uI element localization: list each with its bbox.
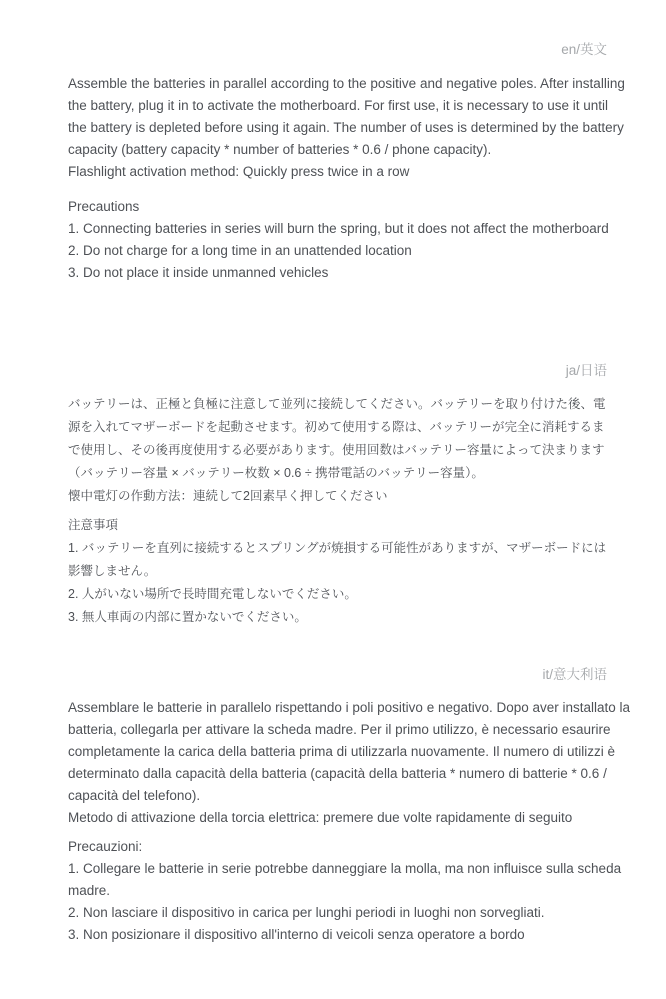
text-line: Assemble the batteries in parallel according to the positive and negative poles. After installing (68, 76, 625, 91)
text-line: determinato dalla capacità della batteria (capacità della batteria * numero di batterie * 0.6 / (68, 766, 607, 781)
text-line: 1. バッテリーを直列に接続するとスプリングが焼損する可能性がありますが、マザーボードには (68, 541, 607, 555)
text-line: the battery is depleted before using it again. The number of uses is determined by the battery (68, 120, 624, 135)
text-line: 1. Connecting batteries in series will burn the spring, but it does not affect the motherboard (68, 221, 609, 236)
section-english (68, 40, 625, 284)
text-line: Flashlight activation method: Quickly press twice in a row (68, 164, 410, 179)
precautions-list-en (68, 218, 607, 284)
text-line: the battery, plug it in to activate the motherboard. For first use, it is necessary to use it until (68, 98, 609, 113)
precautions-list-it (68, 858, 622, 946)
text-line: 2. 人がいない場所で長時間充電しないでください。 (68, 587, 357, 601)
precautions-heading-ja: 注意事項 (68, 518, 119, 532)
text-line: で使用し、その後再度使用する必要があります。使用回数はバッテリー容量によって決まります (68, 443, 605, 457)
language-label-en: en/英文 (561, 42, 607, 57)
text-line: batteria, collegarla per attivare la scheda madre. Per il primo utilizzo, è necessario esaurire (68, 722, 611, 737)
text-line: 3. 無人車両の内部に置かないでください。 (68, 610, 307, 624)
text-line: 源を入れてマザーボードを起動させます。初めて使用する際は、バッテリーが完全に消耗するま (68, 420, 605, 434)
instructions-paragraph-ja (68, 393, 607, 508)
language-label-it: it/意大利语 (542, 667, 607, 682)
precautions-heading-it: Precauzioni: (68, 839, 143, 854)
text-line: 3. Non posizionare il dispositivo all'interno di veicoli senza operatore a bordo (68, 927, 525, 942)
text-line: capacità del telefono). (68, 788, 201, 803)
text-line: （バッテリー容量 × バッテリー枚数 × 0.6 ÷ 携帯電話のバッテリー容量）。 (68, 466, 484, 480)
precautions-list-ja (68, 537, 607, 629)
instructions-paragraph-it (68, 697, 631, 829)
text-line: completamente la carica della batteria prima di utilizzarla nuovamente. Il numero di utilizzi è (68, 744, 616, 759)
text-line: 1. Collegare le batterie in serie potrebbe danneggiare la molla, ma non influisce sulla scheda (68, 861, 622, 876)
text-line: 2. Do not charge for a long time in an unattended location (68, 243, 412, 258)
section-italian (68, 665, 631, 946)
text-line: 影響しません。 (68, 564, 157, 578)
text-line: 3. Do not place it inside unmanned vehicles (68, 265, 329, 280)
text-line: バッテリーは、正極と負極に注意して並列に接続してください。バッテリーを取り付けた後、電 (68, 397, 606, 411)
text-line: madre. (68, 883, 111, 898)
precautions-heading-en: Precautions (68, 199, 140, 214)
text-line: 懐中電灯の作動方法：連続して2回素早く押してください (68, 489, 388, 503)
text-line: capacity (battery capacity * number of batteries * 0.6 / phone capacity). (68, 142, 492, 157)
section-japanese (68, 361, 607, 629)
text-line: Assemblare le batterie in parallelo rispettando i poli positivo e negativo. Dopo aver installato la (68, 700, 631, 715)
text-line: Metodo di attivazione della torcia elettrica: premere due volte rapidamente di seguito (68, 810, 573, 825)
language-label-ja: ja/日语 (565, 363, 607, 378)
instructions-paragraph-en (68, 73, 625, 183)
text-line: 2. Non lasciare il dispositivo in carica per lunghi periodi in luoghi non sorvegliati. (68, 905, 545, 920)
